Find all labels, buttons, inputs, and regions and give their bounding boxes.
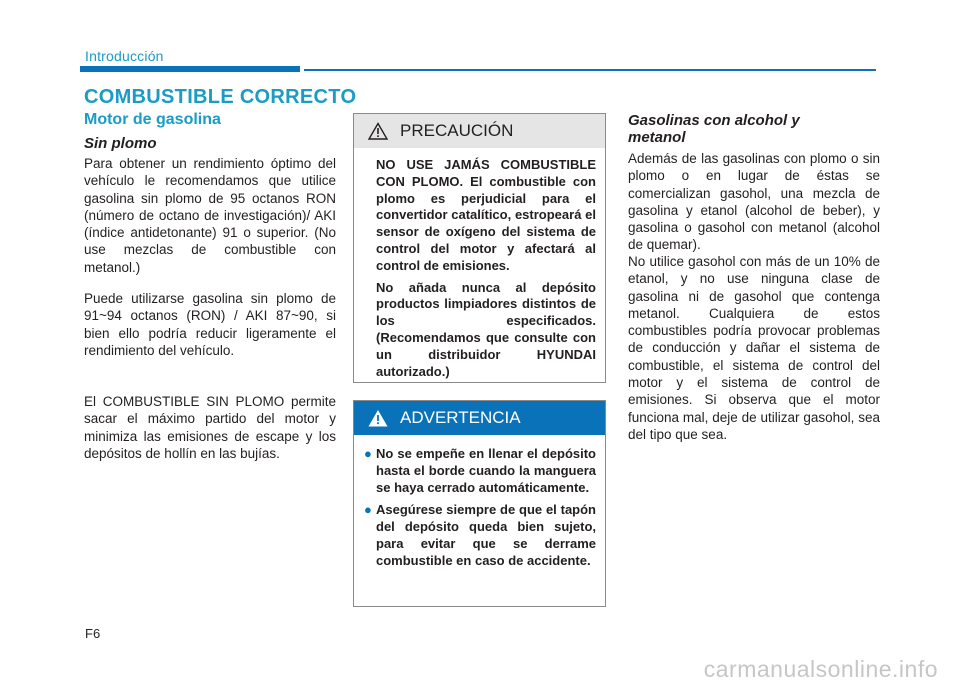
caution-triangle-outline-icon: [368, 122, 388, 140]
header-bar-accent: [80, 66, 300, 72]
warning-header: [354, 401, 605, 435]
list-item: ● No se empeñe en llenar el depósito hasta el borde cuando la manguera se haya cerrado automáticamente.: [364, 446, 596, 495]
header-rule: [304, 69, 876, 71]
page-title: COMBUSTIBLE CORRECTO: [84, 86, 357, 108]
page-number: F6: [85, 626, 101, 641]
warning-box: [353, 400, 606, 607]
warning-body: [354, 435, 605, 570]
left-subtitle: Sin plomo: [84, 135, 157, 152]
caution-box: [353, 113, 606, 383]
right-paragraph-2: No utilice gasohol con más de un 10% de etanol, y no use ninguna clase de gasolina ni de gasohol que contenga metanol. Cualquiera de estos combustibles podría provocar problemas de conducción y dañar el sistema de combustible, el sistema de control del motor y el sistema de control de emisiones. Si observa que el motor funciona mal, deje de utilizar gasohol, sea del tipo que sea.: [628, 254, 880, 442]
warning-triangle-filled-icon: [368, 409, 388, 427]
warning-list: [364, 446, 596, 570]
right-paragraph-1: Además de las gasolinas con plomo o sin plomo o en lugar de éstas se comercializan gasohol, una mezcla de gasolina y etanol (alcohol de beber), y gasolina o gasohol con metanol (alcohol de quemar).: [628, 151, 880, 253]
bullet-icon: ●: [364, 502, 372, 518]
caution-header: [354, 114, 605, 148]
caution-title: PRECAUCIÓN: [400, 121, 514, 140]
left-paragraph-1: Para obtener un rendimiento óptimo del vehículo le recomendamos que utilice gasolina sin plomo de 95 octanos RON (número de octano de investigación)/ AKI (índice antidetonante) 91 o superior. (No use mezclas de combustible con metanol.): [84, 156, 336, 275]
caution-body: [354, 148, 605, 380]
caution-paragraph-2: No añada nunca al depósito productos limpiadores distintos de los especificados. (Recomendamos que consulte con un distribuidor HYUNDAI autorizado.): [376, 279, 596, 379]
left-paragraph-3: El COMBUSTIBLE SIN PLOMO permite sacar el máximo partido del motor y minimiza las emisiones de escape y los depósitos de hollín en las bujías.: [84, 394, 336, 461]
bullet-icon: ●: [364, 446, 372, 461]
section-label: Introducción: [85, 48, 164, 64]
left-section-title: Motor de gasolina: [84, 111, 221, 128]
watermark: carmanualsonline.info: [703, 656, 938, 682]
right-section-title: Gasolinas con alcohol y metanol: [628, 112, 800, 146]
caution-paragraph-1: NO USE JAMÁS COMBUSTIBLE CON PLOMO. El combustible con plomo es perjudicial para el convertidor catalítico, estropeará el sensor de oxígeno del sistema de control del motor y afectará al control de emisiones.: [376, 157, 596, 273]
list-item: ● Asegúrese siempre de que el tapón del depósito queda bien sujeto, para evitar que se derrame combustible en caso de accidente.: [364, 502, 596, 568]
left-paragraph-2: Puede utilizarse gasolina sin plomo de 91~94 octanos (RON) / AKI 87~90, si bien ello podría reducir ligeramente el rendimiento del vehículo.: [84, 291, 336, 358]
warning-title: ADVERTENCIA: [400, 408, 521, 427]
